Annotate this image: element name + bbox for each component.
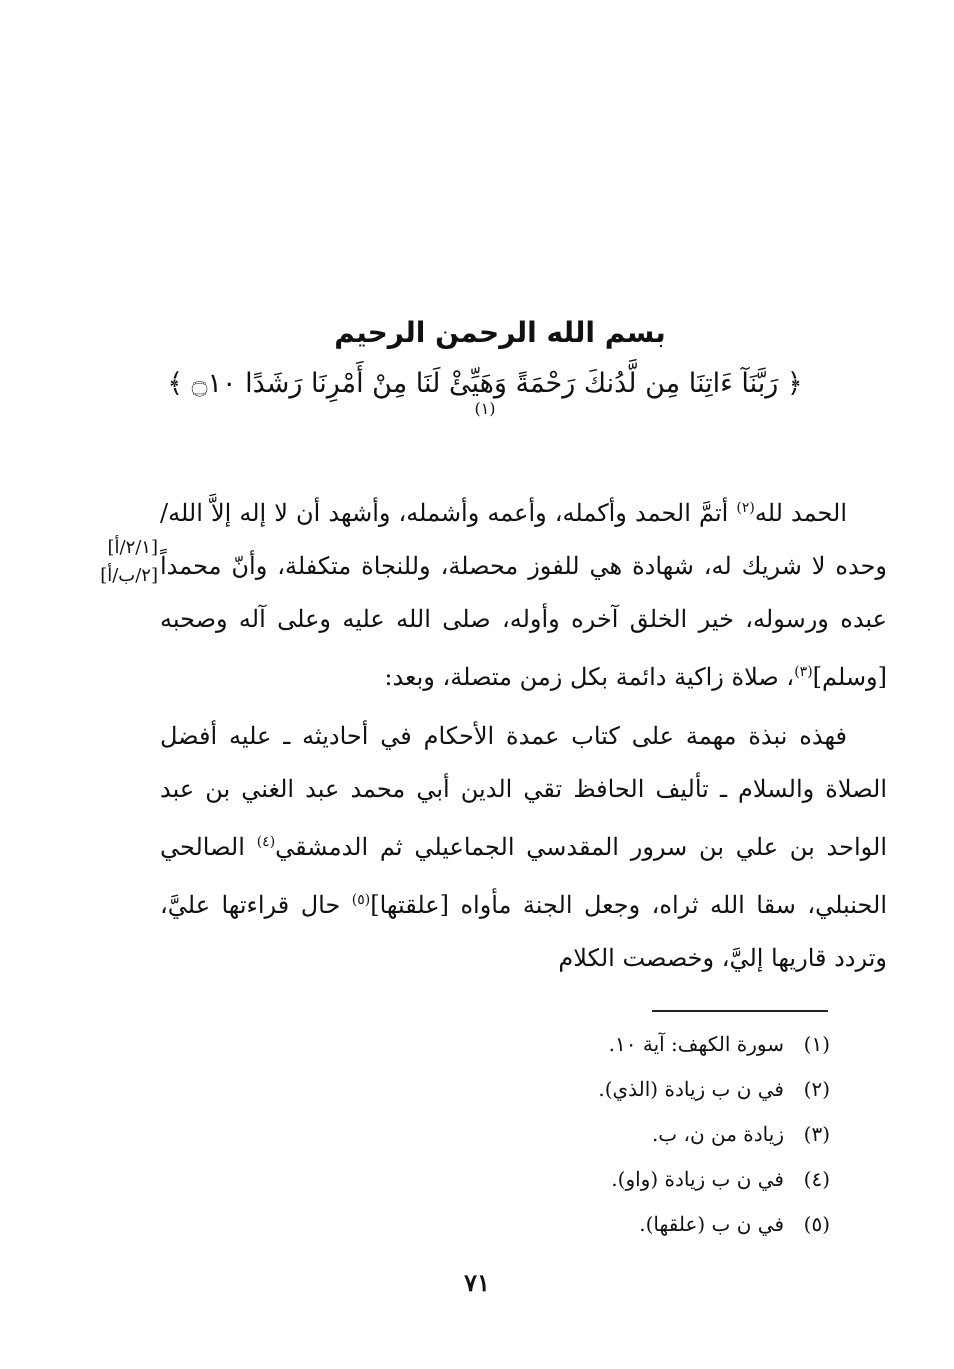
margin-ref: [٢/١/أ]	[107, 537, 158, 558]
verse-close-bracket: ﴾	[167, 368, 184, 399]
text-segment: فهذه نبذة مهمة على كتاب عمدة الأحكام في أحاديثه ـ عليه أفضل الصلاة والسلام ـ تأليف الحافظ تقي الدين أبي محمد عبد الغني بن عبد الواحد بن علي بن سرور المقدسي الجماعيلي ثم الدمشقي	[160, 722, 887, 861]
footnote-text: في ن ب (علقها).	[639, 1212, 784, 1236]
footnote-text: سورة الكهف: آية ١٠.	[608, 1032, 784, 1056]
basmala-heading: بسم الله الرحمن الرحيم	[334, 316, 666, 349]
footnote-text: في ن ب زيادة (واو).	[611, 1167, 784, 1191]
footnote-ref: (٤)	[256, 834, 276, 850]
footnote-item	[400, 1022, 830, 1067]
footnote-number: (٢)	[803, 1077, 830, 1101]
footnote-ref: (٢)	[736, 500, 755, 516]
footnote-item	[400, 1067, 830, 1112]
text-segment: حال قراءتها عليَّ، وتردد قاريها إليَّ، وخصصت الكلام	[160, 891, 887, 972]
text-segment: ، صلاة زاكية دائمة بكل زمن متصلة، وبعد:	[384, 663, 795, 691]
footnote-item	[400, 1202, 830, 1247]
verse-footnote-ref: (١)	[474, 399, 496, 418]
ayah-marker: ۝١٠	[191, 368, 237, 399]
page-number: ٧١	[464, 1268, 490, 1297]
paragraph-book-intro	[160, 710, 887, 985]
footnote-ref: (٥)	[351, 892, 371, 908]
verse-open-bracket: ﴿	[786, 368, 803, 399]
footnotes-list	[400, 1022, 830, 1247]
manuscript-margin-refs	[48, 534, 158, 590]
main-text	[160, 482, 887, 985]
footnote-ref: (٣)	[794, 664, 813, 680]
footnote-text: زيادة من ن، ب.	[651, 1122, 784, 1146]
footnote-number: (٤)	[803, 1167, 830, 1191]
footnote-number: (٥)	[803, 1212, 830, 1236]
footnote-divider	[652, 1010, 828, 1012]
text-segment: الصالحي الحنبلي، سقا الله ثراه، وجعل الجنة مأواه [علقتها]	[160, 833, 887, 919]
footnote-item	[400, 1112, 830, 1157]
footnote-text: في ن ب زيادة (الذي).	[598, 1077, 784, 1101]
quran-verse	[160, 368, 810, 431]
footnote-number: (١)	[803, 1032, 830, 1056]
margin-ref: [٢/ب/أ]	[100, 565, 158, 586]
footnote-item	[400, 1157, 830, 1202]
verse-text: رَبَّنَآ ءَاتِنَا مِن لَّدُنكَ رَحْمَةً وَهَيِّئْ لَنَا مِنْ أَمْرِنَا رَشَدًا	[245, 368, 779, 399]
text-segment: الحمد لله	[754, 499, 848, 527]
footnote-number: (٣)	[803, 1122, 830, 1146]
text-segment: أتمَّ الحمد وأكمله، وأعمه وأشمله، وأشهد أن لا إله إلاَّ الله/ وحده لا شريك له، شهادة هي للفوز محصلة، وللنجاة متكفلة، وأنّ محمداً عبده ورسوله، خير الخلق آخره وأوله، صلى الله عليه وعلى آله وصحبه [وسلم]	[160, 499, 887, 691]
paragraph-intro	[160, 482, 887, 704]
